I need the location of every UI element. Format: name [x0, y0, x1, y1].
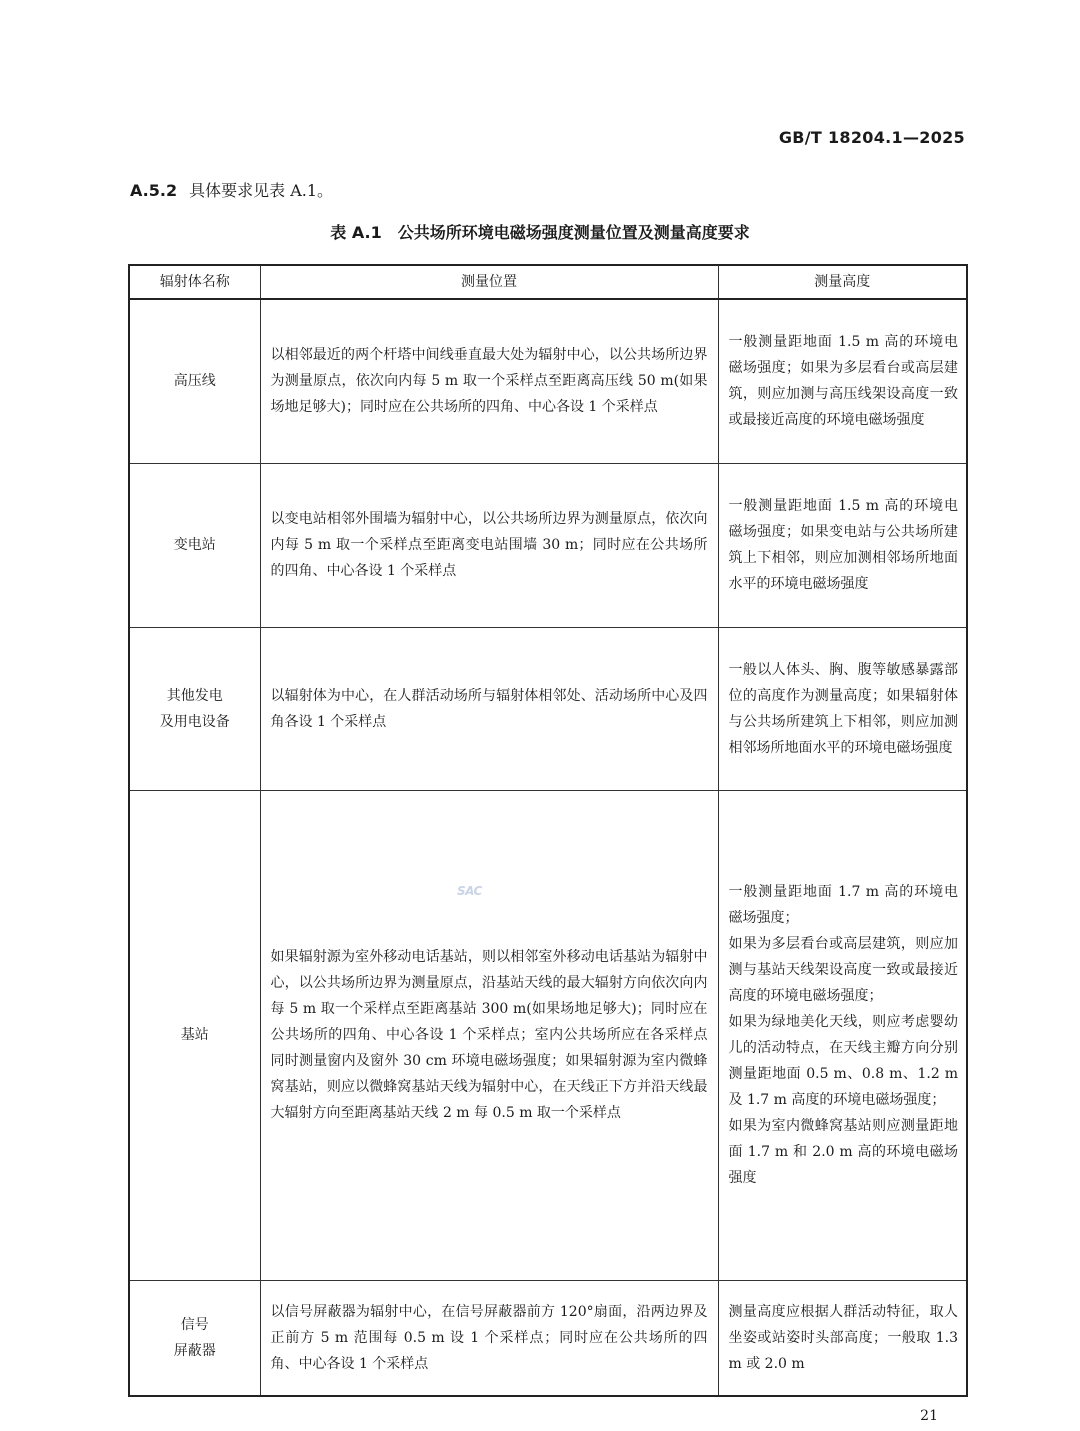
standard-number: GB/T 18204.1—2025	[778, 128, 965, 147]
measurement-position: 以变电站相邻外围墙为辐射中心，以公共场所边界为测量原点，依次向内每 5 m 取一个采样点至距离变电站围墙 30 m；同时应在公共场所的四角、中心各设 1 个采样点	[260, 463, 718, 627]
table-number: 表 A.1	[330, 223, 382, 242]
measurement-height: 一般以人体头、胸、腹等敏感暴露部位的高度作为测量高度；如果辐射体与公共场所建筑上下相邻，则应加测相邻场所地面水平的环境电磁场强度	[718, 627, 967, 790]
table-row	[129, 299, 967, 463]
table-row	[129, 627, 967, 790]
page-number: 21	[920, 1408, 938, 1424]
emitter-name: 信号 屏蔽器	[129, 1280, 260, 1396]
clause-number: A.5.2	[130, 181, 178, 200]
measurement-position: 以辐射体为中心，在人群活动场所与辐射体相邻处、活动场所中心及四角各设 1 个采样点	[260, 627, 718, 790]
clause-text: 具体要求见表 A.1。	[189, 181, 334, 200]
sac-watermark: SAC	[457, 884, 482, 898]
measurement-height: 测量高度应根据人群活动特征，取人坐姿或站姿时头部高度；一般取 1.3 m 或 2.0 m	[718, 1280, 967, 1396]
measurement-position: 以信号屏蔽器为辐射中心，在信号屏蔽器前方 120°扇面，沿两边界及正前方 5 m 范围每 0.5 m 设 1 个采样点；同时应在公共场所的四角、中心各设 1 个采样点	[260, 1280, 718, 1396]
table-row	[129, 1280, 967, 1396]
emitter-name: 基站	[129, 790, 260, 1280]
emitter-name: 高压线	[129, 299, 260, 463]
table-header-row	[129, 265, 967, 299]
measurement-height: 一般测量距地面 1.7 m 高的环境电磁场强度； 如果为多层看台或高层建筑，则应加测与基站天线架设高度一致或最接近高度的环境电磁场强度； 如果为绿地美化天线，则应考虑婴幼儿的活动特点，在天线主瓣方向分别测量距地面 0.5 m、0.8 m、1.2 m 及 1.7 m 高度的环境电磁场强度； 如果为室内微蜂窝基站则应测量距地面 1.7 m 和 2.0 m 高的环境电磁场强度	[718, 790, 967, 1280]
col-header-height: 测量高度	[718, 265, 967, 299]
table-title	[0, 220, 1080, 243]
col-header-position: 测量位置	[260, 265, 718, 299]
emitter-name: 其他发电 及用电设备	[129, 627, 260, 790]
table-row	[129, 463, 967, 627]
measurement-position: 以相邻最近的两个杆塔中间线垂直最大处为辐射中心，以公共场所边界为测量原点，依次向内每 5 m 取一个采样点至距离高压线 50 m(如果场地足够大)；同时应在公共场所的四角、中心各设 1 个采样点	[260, 299, 718, 463]
table-caption: 公共场所环境电磁场强度测量位置及测量高度要求	[397, 223, 750, 242]
requirements-table	[128, 264, 968, 1397]
col-header-emitter: 辐射体名称	[129, 265, 260, 299]
measurement-height: 一般测量距地面 1.5 m 高的环境电磁场强度；如果变电站与公共场所建筑上下相邻，则应加测相邻场所地面水平的环境电磁场强度	[718, 463, 967, 627]
clause-a52	[130, 178, 333, 201]
emitter-name: 变电站	[129, 463, 260, 627]
measurement-height: 一般测量距地面 1.5 m 高的环境电磁场强度；如果为多层看台或高层建筑，则应加测与高压线架设高度一致或最接近高度的环境电磁场强度	[718, 299, 967, 463]
table-row	[129, 790, 967, 1280]
measurement-position: 如果辐射源为室外移动电话基站，则以相邻室外移动电话基站为辐射中心，以公共场所边界为测量原点，沿基站天线的最大辐射方向依次向内每 5 m 取一个采样点至距离基站 300 m(如果场地足够大)；同时应在公共场所的四角、中心各设 1 个采样点；室内公共场所应在各采样点同时测量窗内及窗外 30 cm 环境电磁场强度；如果辐射源为室内微蜂窝基站，则应以微蜂窝基站天线为辐射中心，在天线正下方并沿天线最大辐射方向至距离基站天线 2 m 每 0.5 m 取一个采样点	[260, 790, 718, 1280]
